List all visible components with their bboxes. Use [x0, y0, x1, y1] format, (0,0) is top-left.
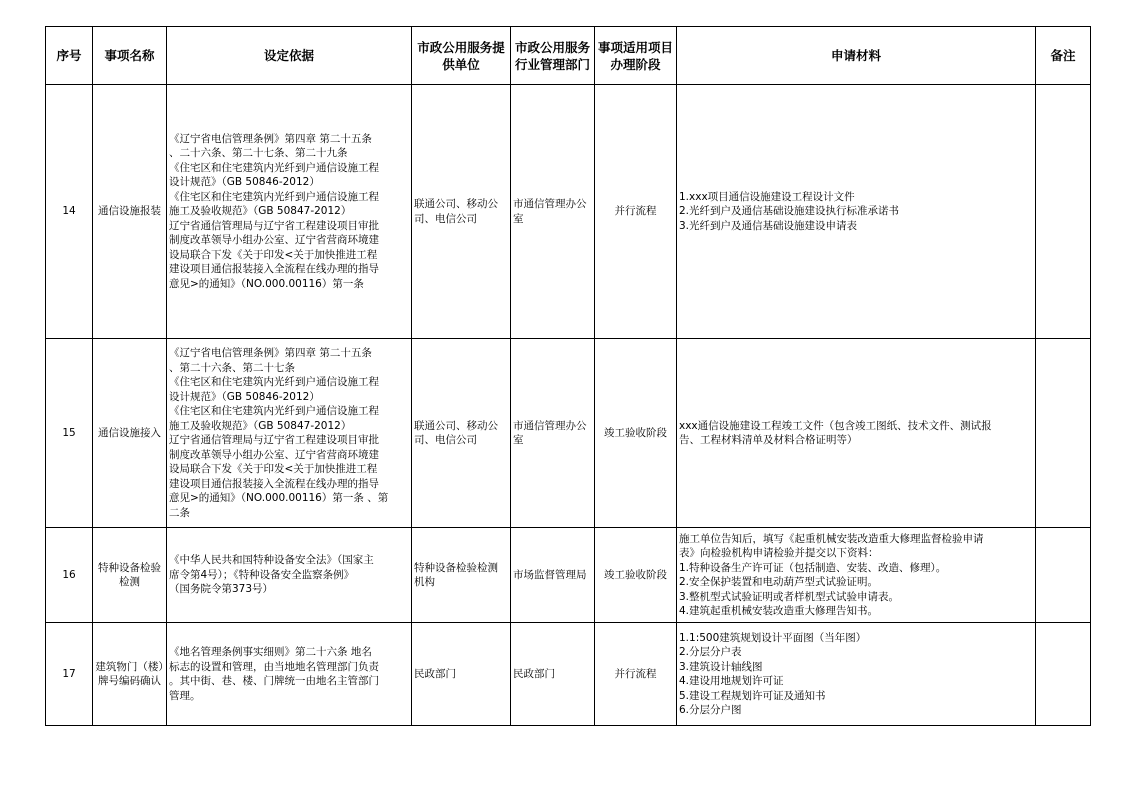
cell-dept: 市通信管理办公室 [511, 339, 595, 528]
cell-provider: 联通公司、移动公司、电信公司 [412, 85, 511, 339]
basis-line: 《中华人民共和国特种设备安全法》（国家主 [169, 554, 374, 567]
basis-line: 《住宅区和住宅建筑内光纤到户通信设施工程 [169, 161, 379, 174]
material-line: xxx通信设施建设工程竣工文件（包含竣工图纸、技术文件、测试报 [679, 419, 992, 432]
cell-dept: 民政部门 [511, 623, 595, 726]
cell-dept: 市通信管理办公室 [511, 85, 595, 339]
cell-seq: 17 [46, 623, 93, 726]
basis-line: 设局联合下发《关于印发<关于加快推进工程 [169, 248, 378, 261]
basis-line: 《辽宁省电信管理条例》第四章 第二十五条 [169, 347, 372, 359]
basis-line: 意见>的通知》（NO.000.00116）第一条 、第 [169, 492, 389, 504]
material-line: 6.分层分户图 [679, 704, 742, 716]
basis-line: 管理。 [169, 689, 201, 702]
header-seq: 序号 [46, 27, 93, 85]
basis-line: 。其中街、巷、楼、门牌统一由地名主管部门 [169, 675, 379, 687]
material-line: 1.特种设备生产许可证（包括制造、安装、改造、修理）。 [679, 561, 947, 574]
cell-name: 特种设备检验检测 [93, 528, 167, 623]
material-line: 3.整机型式试验证明或者样机型式试验申请表。 [679, 590, 900, 603]
basis-line: 设计规范》（GB 50846-2012） [169, 176, 320, 189]
table-row [46, 85, 1091, 339]
basis-line: 辽宁省通信管理局与辽宁省工程建设项目审批 [169, 434, 379, 446]
cell-name: 建筑物门（楼）牌号编码确认 [93, 623, 167, 726]
basis-line: 《住宅区和住宅建筑内光纤到户通信设施工程 [169, 376, 379, 388]
basis-line: 《住宅区和住宅建筑内光纤到户通信设施工程 [169, 190, 379, 203]
material-line: 表》向检验机构申请检验并提交以下资料： [679, 547, 879, 559]
cell-stage: 竣工验收阶段 [595, 339, 677, 528]
cell-stage: 并行流程 [595, 623, 677, 726]
cell-remark [1036, 339, 1091, 528]
cell-materials [677, 528, 1036, 623]
material-line: 2.分层分户表 [679, 646, 742, 658]
basis-line: （国务院令第373号） [169, 583, 274, 596]
cell-provider: 特种设备检验检测机构 [412, 528, 511, 623]
cell-remark [1036, 528, 1091, 623]
cell-materials [677, 623, 1036, 726]
basis-line: 、第二十六条、第二十七条 [169, 361, 295, 374]
basis-line: 《住宅区和住宅建筑内光纤到户通信设施工程 [169, 405, 379, 417]
cell-stage: 竣工验收阶段 [595, 528, 677, 623]
basis-line: 席令第4号）；《特种设备安全监察条例》 [169, 568, 355, 581]
basis-line: 设计规范》（GB 50846-2012） [169, 390, 320, 403]
header-row [46, 27, 1091, 85]
cell-name: 通信设施报装 [93, 85, 167, 339]
material-line: 2.安全保护装置和电动葫芦型式试验证明。 [679, 576, 879, 588]
basis-line: 设局联合下发《关于印发<关于加快推进工程 [169, 463, 378, 475]
cell-basis [167, 623, 412, 726]
basis-line: 辽宁省通信管理局与辽宁省工程建设项目审批 [169, 219, 379, 232]
table-row [46, 623, 1091, 726]
material-line: 告、工程材料清单及材料合格证明等） [679, 434, 858, 446]
cell-remark [1036, 623, 1091, 726]
cell-basis [167, 339, 412, 528]
items-table [45, 26, 1091, 726]
cell-basis [167, 85, 412, 339]
cell-materials [677, 85, 1036, 339]
cell-provider: 民政部门 [412, 623, 511, 726]
cell-stage: 并行流程 [595, 85, 677, 339]
header-stage: 事项适用项目办理阶段 [595, 27, 677, 85]
basis-line: 二条 [169, 506, 190, 519]
cell-name: 通信设施接入 [93, 339, 167, 528]
material-line: 3.光纤到户及通信基础设施建设申请表 [679, 219, 858, 232]
header-name: 事项名称 [93, 27, 167, 85]
basis-line: 《辽宁省电信管理条例》第四章 第二十五条 [169, 132, 372, 145]
basis-line: 制度改革领导小组办公室、辽宁省营商环境建 [169, 448, 379, 461]
header-remark: 备注 [1036, 27, 1091, 85]
cell-seq: 15 [46, 339, 93, 528]
cell-dept: 市场监督管理局 [511, 528, 595, 623]
cell-remark [1036, 85, 1091, 339]
cell-materials [677, 339, 1036, 528]
material-line: 4.建筑起重机械安装改造重大修理告知书。 [679, 605, 879, 617]
header-basis: 设定依据 [167, 27, 412, 85]
basis-line: 建设项目通信报装接入全流程在线办理的指导 [169, 263, 379, 276]
cell-basis [167, 528, 412, 623]
header-provider: 市政公用服务提供单位 [412, 27, 511, 85]
table-row [46, 528, 1091, 623]
material-line: 3.建筑设计轴线图 [679, 660, 763, 673]
basis-line: 标志的设置和管理，由当地地名管理部门负责 [169, 660, 379, 673]
material-line: 1.1:500建筑规划设计平面图（当年图） [679, 631, 867, 644]
material-line: 施工单位告知后，填写《起重机械安装改造重大修理监督检验申请 [679, 532, 984, 545]
cell-provider: 联通公司、移动公司、电信公司 [412, 339, 511, 528]
header-materials: 申请材料 [677, 27, 1036, 85]
material-line: 2.光纤到户及通信基础设施建设执行标准承诺书 [679, 205, 900, 218]
material-line: 4.建设用地规划许可证 [679, 675, 784, 687]
basis-line: 意见>的通知》（NO.000.00116）第一条 [169, 277, 364, 290]
table-row [46, 339, 1091, 528]
material-line: 5.建设工程规划许可证及通知书 [679, 689, 826, 702]
basis-line: 施工及验收规范》（GB 50847-2012） [169, 419, 352, 432]
basis-line: 《地名管理条例事实细则》第二十六条 地名 [169, 646, 372, 658]
cell-seq: 16 [46, 528, 93, 623]
basis-line: 制度改革领导小组办公室、辽宁省营商环境建 [169, 234, 379, 247]
basis-line: 、二十六条、第二十七条、第二十九条 [169, 147, 348, 160]
basis-line: 施工及验收规范》（GB 50847-2012） [169, 205, 352, 218]
basis-line: 建设项目通信报装接入全流程在线办理的指导 [169, 477, 379, 490]
material-line: 1.xxx项目通信设施建设工程设计文件 [679, 190, 855, 203]
cell-seq: 14 [46, 85, 93, 339]
header-dept: 市政公用服务行业管理部门 [511, 27, 595, 85]
